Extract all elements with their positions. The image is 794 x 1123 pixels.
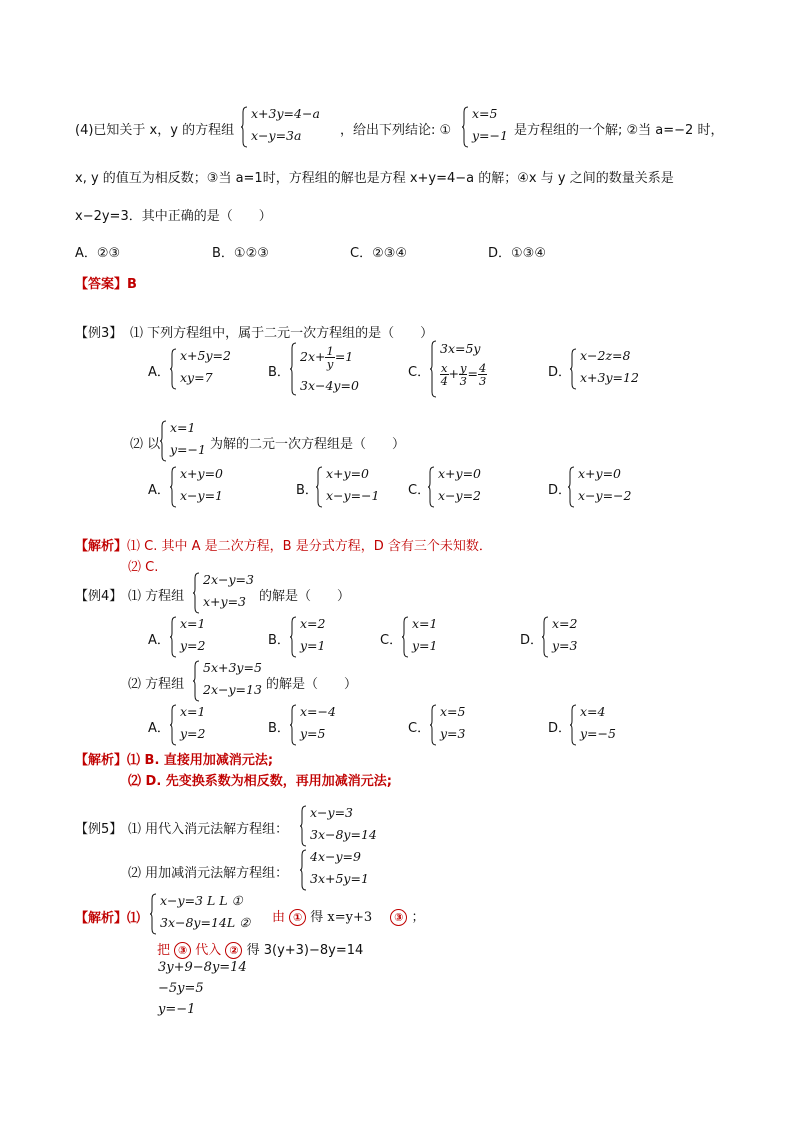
brace-icon (241, 106, 248, 148)
brace-icon (430, 340, 437, 398)
equation: y=3 (440, 726, 466, 741)
numerator: x (441, 361, 448, 375)
brace-icon (170, 466, 177, 508)
ex5-q1-pre: ⑴ 用代入消元法解方程组： (128, 822, 289, 837)
brace-icon (150, 893, 157, 935)
sol5-step2 (157, 939, 363, 959)
brace-icon (170, 704, 177, 746)
ex5-q2-pre: ⑵ 用加减消元法解方程组： (128, 866, 289, 881)
ex4-q2-opt-d-letter: D． (548, 721, 572, 736)
equation: x+y=3 (203, 594, 247, 609)
equation: x−y=3 L L ① (160, 893, 243, 908)
ex4-q1-post: 的解是（ ） (259, 589, 351, 604)
equation: y=1 (300, 638, 326, 653)
equation: x=5 (440, 704, 466, 719)
equation: y=2 (180, 638, 206, 653)
equation: x=5 (472, 106, 498, 121)
equation: x=−4 (300, 704, 336, 719)
brace-icon (570, 704, 577, 746)
numerator: 4 (478, 361, 487, 375)
sol5-step5: y=−1 (158, 1002, 196, 1017)
ex3-q1-opt-a (170, 348, 250, 390)
ex4-q2-opt-c-letter: C． (408, 721, 431, 736)
brace-icon (430, 704, 437, 746)
ex4-q2-opt-a-letter: A． (148, 721, 170, 736)
circled-one-icon: ① (289, 909, 306, 926)
ex3-q1-opt-b-letter: B． (268, 365, 290, 380)
ex4-q1-opt-d-letter: D． (520, 633, 544, 648)
equation: x=4 (580, 704, 606, 719)
equation-part: =1 (334, 349, 354, 365)
ex3-q2-post: 为解的二元一次方程组是（ ） (210, 437, 406, 452)
sol4-line1 (75, 749, 273, 768)
q4-option-b: B．①②③ (212, 246, 269, 261)
equation: x+5y=2 (180, 348, 231, 363)
ex4-q1-opt-a (170, 616, 230, 658)
q4-option-c: C．②③④ (350, 246, 408, 261)
q4-option-a: A．②③ (75, 246, 121, 261)
ex3-q2-opt-c-letter: C． (408, 483, 431, 498)
sol5-system (150, 893, 260, 935)
brace-icon (316, 466, 323, 508)
brace-icon (290, 616, 297, 658)
fraction (440, 362, 449, 387)
ex4-q1-opt-b (290, 616, 350, 658)
ex4-q2-post: 的解是（ ） (266, 677, 358, 692)
numerator: 1 (326, 344, 334, 358)
brace-icon (300, 805, 307, 847)
equation: 3x−8y=14L ② (160, 915, 251, 930)
equation: y=−1 (472, 128, 508, 143)
equation: 5x+3y=5 (203, 660, 262, 675)
equation: x+y=0 (438, 466, 482, 481)
brace-icon (428, 466, 435, 508)
plus-sign: + (448, 366, 459, 382)
equation: x=1 (180, 704, 206, 719)
circled-two-icon: ② (225, 942, 242, 959)
equation: y=3 (552, 638, 578, 653)
equation: x−y=−2 (578, 488, 632, 503)
ex4-q1-opt-d (542, 616, 602, 658)
denominator: y (326, 357, 334, 372)
equation: x+3y=4−a (251, 106, 320, 121)
answer-label: 【答案】 (75, 277, 128, 292)
ex5-label: 【例5】 (75, 822, 123, 837)
sol3-line2: ⑵ C. (128, 560, 159, 575)
ex3-q2-opt-a-letter: A． (148, 483, 170, 498)
sol5-step1 (272, 906, 424, 926)
ex3-q1: ⑴ 下列方程组中，属于二元一次方程组的是（ ） (130, 326, 434, 341)
equation: xy=7 (180, 370, 213, 385)
equation: x−y=2 (438, 488, 482, 503)
equation: x+3y=12 (580, 370, 639, 385)
equation: y=1 (412, 638, 438, 653)
equation: 3x−4y=0 (300, 378, 359, 393)
brace-icon (300, 849, 307, 891)
q4-line2: x, y 的值互为相反数；③当 a=1时，方程组的解也是方程 x+y=4−a 的解；④x 与 y 之间的数量关系是 (75, 171, 674, 186)
sol5-step4: −5y=5 (158, 981, 204, 996)
brace-icon (160, 420, 167, 462)
equation: 3x+5y=1 (310, 871, 369, 886)
equation: x=1 (180, 616, 206, 631)
ex3-q2-opt-d-letter: D． (548, 483, 572, 498)
equation: x=1 (412, 616, 438, 631)
equation: x+y=0 (578, 466, 622, 481)
brace-icon (170, 348, 177, 390)
equation: y=−5 (580, 726, 616, 741)
ex5-q2-system (300, 849, 390, 891)
punctuation: ； (411, 910, 425, 925)
brace-icon (193, 572, 200, 614)
equation: x−2z=8 (580, 348, 631, 363)
answer-line (75, 273, 137, 292)
equation: x−y=3 (310, 805, 354, 820)
equation: x=1 (170, 420, 196, 435)
equation: x+y=0 (180, 466, 224, 481)
ex4-q2-system (193, 660, 269, 702)
ex4-q2-pre: ⑵ 方程组 (128, 677, 185, 692)
answer-value: B (127, 277, 137, 292)
ex3-q1-opt-d (570, 348, 670, 390)
q4-line3: x−2y=3．其中正确的是（ ） (75, 209, 272, 224)
equation: x−y=3a (251, 128, 302, 143)
sol5-step3: 3y+9−8y=14 (158, 960, 247, 975)
sol4-line2: ⑵ D. 先变换系数为相反数，再用加减消元法; (128, 774, 392, 789)
brace-icon (402, 616, 409, 658)
equation: 4x−y=9 (310, 849, 361, 864)
equation: x=2 (300, 616, 326, 631)
ex4-q1-opt-c-letter: C． (380, 633, 403, 648)
brace-icon (462, 106, 469, 148)
ex3-q1-opt-c-letter: C． (408, 365, 431, 380)
circled-three-icon: ③ (174, 942, 191, 959)
equation: y=2 (180, 726, 206, 741)
ex4-q1-opt-b-letter: B． (268, 633, 290, 648)
ex3-q2-opt-a (170, 466, 250, 508)
circled-three-icon: ③ (390, 909, 407, 926)
sol5-label: 【解析】⑴ (75, 911, 141, 926)
q4-option-d: D．①③④ (488, 246, 546, 261)
brace-icon (542, 616, 549, 658)
ex4-q2-opt-b-letter: B． (268, 721, 290, 736)
ex3-q1-opt-d-letter: D． (548, 365, 572, 380)
ex4-q1-opt-a-letter: A． (148, 633, 170, 648)
brace-icon (290, 704, 297, 746)
equation: x−y=−1 (326, 488, 380, 503)
brace-icon (193, 660, 200, 702)
solution-text: 把 (157, 943, 171, 958)
ex3-q2-opt-b (316, 466, 406, 508)
equation: x+y=0 (326, 466, 370, 481)
ex4-q1-system (193, 572, 259, 614)
ex3-q2-pre: ⑵ 以 (130, 437, 161, 452)
ex3-q2-opt-b-letter: B． (296, 483, 318, 498)
denominator: 3 (478, 374, 487, 389)
equation: 2x−y=13 (203, 682, 262, 697)
ex4-label: 【例4】 (75, 589, 123, 604)
equals-sign: = (467, 366, 478, 382)
q4-after: 是方程组的一个解; ②当 a=−2 时， (514, 123, 724, 138)
ex3-q1-opt-c (430, 340, 520, 398)
equation: x=2 (552, 616, 578, 631)
ex4-q1-opt-c (402, 616, 462, 658)
ex3-q1-opt-a-letter: A． (148, 365, 170, 380)
ex4-q1-pre: ⑴ 方程组 (128, 589, 185, 604)
ex4-q2-opt-a (170, 704, 230, 746)
solution-label: 【解析】 (75, 539, 128, 554)
sol3-line1 (75, 535, 492, 554)
equation-part: 2x+ (300, 349, 326, 365)
brace-icon (290, 342, 297, 396)
ex3-q1-opt-b (290, 342, 380, 396)
equation: y=−1 (170, 442, 206, 457)
denominator: 4 (440, 374, 448, 389)
solution-text: 由 (272, 910, 286, 925)
numerator: y (459, 361, 467, 375)
ex4-q2-opt-c (430, 704, 490, 746)
fraction (478, 362, 487, 387)
equation: 3x−8y=14 (310, 827, 377, 842)
brace-icon (570, 348, 577, 390)
brace-icon (568, 466, 575, 508)
ex4-q2-opt-b (290, 704, 350, 746)
ex4-q2-opt-d (570, 704, 630, 746)
fraction (325, 345, 334, 370)
denominator: 3 (459, 374, 467, 389)
q4-prefix: (4)已知关于 x，y 的方程组 (75, 123, 235, 138)
equation: 得 x=y+3 (310, 910, 373, 925)
ex3-q2-system (160, 420, 210, 462)
ex3-q2-opt-c (428, 466, 518, 508)
brace-icon (170, 616, 177, 658)
equation: 2x−y=3 (203, 572, 254, 587)
q4-mid: ，给出下列结论: ① (340, 123, 452, 138)
solution-label: 【解析】 (75, 753, 128, 768)
equation: 得 3(y+3)−8y=14 (246, 943, 364, 958)
solution-text: 代入 (195, 943, 222, 958)
q4-system-2 (462, 106, 522, 148)
ex5-q1-system (300, 805, 390, 847)
solution-text: ⑴ C. 其中 A 是二次方程，B 是分式方程，D 含有三个未知数． (127, 539, 492, 554)
equation: 3x=5y (440, 341, 481, 356)
ex3-q2-opt-d (568, 466, 658, 508)
equation: y=5 (300, 726, 326, 741)
solution-text: ⑴ B. 直接用加减消元法; (127, 753, 274, 768)
equation: x−y=1 (180, 488, 224, 503)
ex3-label: 【例3】 (75, 326, 123, 341)
